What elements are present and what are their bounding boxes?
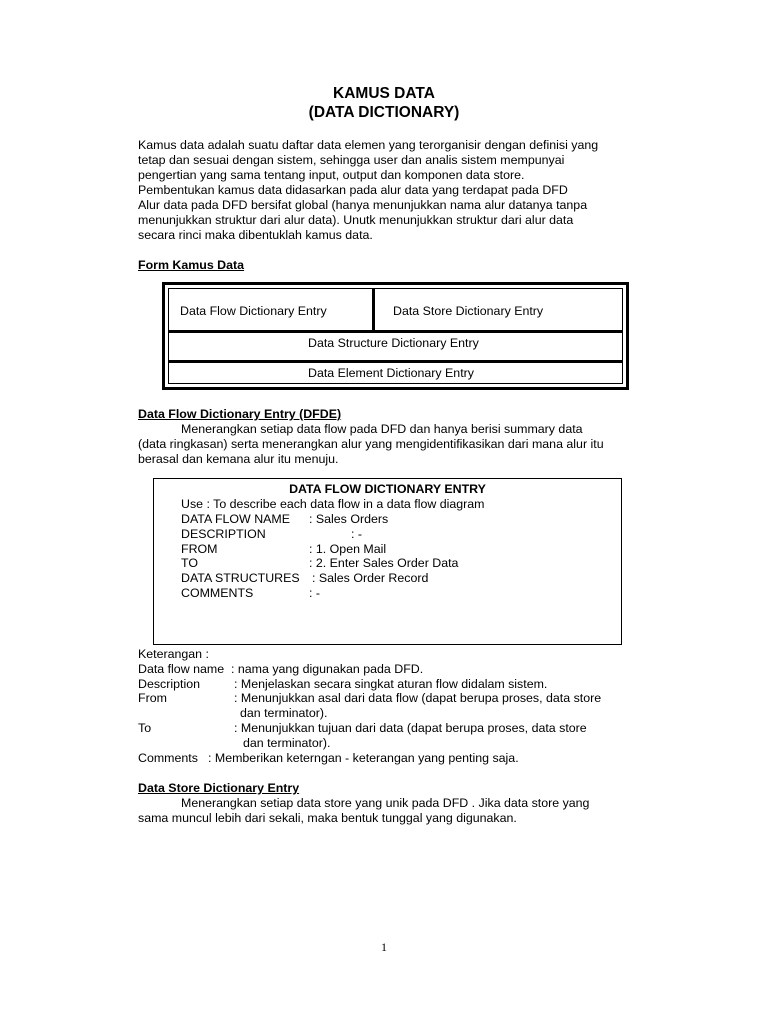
title-line-1: KAMUS DATA [333,85,435,102]
dfde-paragraph-line: (data ringkasan) serta menerangkan alur yang mengidentifikasikan dari mana alur itu [138,437,604,451]
form-table-row [169,333,622,363]
dfde-name-label: DATA FLOW NAME [181,512,290,526]
keterangan-def-continued: dan terminator). [243,736,331,750]
dfde-description-label: DESCRIPTION [181,527,266,541]
dsde-heading: Data Store Dictionary Entry [138,781,300,795]
intro-line: pengertian yang sama tentang input, output dan komponen data store. [138,168,525,182]
page-title [0,84,768,122]
dfde-name-value: : Sales Orders [309,512,389,526]
intro-line: Pembentukan kamus data didasarkan pada alur data yang terdapat pada DFD [138,183,568,197]
dfde-to-value: : 2. Enter Sales Order Data [309,556,459,570]
dfde-description-value: : - [351,527,363,541]
data-flow-entry-label: Data Flow Dictionary Entry [180,304,327,318]
intro-line: Kamus data adalah suatu daftar data elemen yang terorganisir dengan definisi yang [138,138,599,152]
dsde-paragraph-line: Menerangkan setiap data store yang unik pada DFD . Jika data store yang [181,796,590,810]
form-table-inner [168,288,623,384]
intro-paragraph [138,138,638,243]
dfde-box-title: DATA FLOW DICTIONARY ENTRY [289,482,486,496]
dfde-structures-value: : Sales Order Record [312,571,429,585]
dfde-structures-label: DATA STRUCTURES [181,571,300,585]
dfde-comments-label: COMMENTS [181,586,254,600]
keterangan-def: : Menjelaskan secara singkat aturan flow didalam sistem. [234,677,548,691]
title-line-2: (DATA DICTIONARY) [308,104,460,121]
dsde-paragraph-line: sama muncul lebih dari sekali, maka bentuk tunggal yang digunakan. [138,811,517,825]
intro-line: menunjukkan struktur dari alur data). Unutk menunjukkan struktur dari alur data [138,213,574,227]
page-number: 1 [381,940,387,954]
dfde-paragraph-line: berasal dan kemana alur itu menuju. [138,452,339,466]
data-element-entry-label: Data Element Dictionary Entry [308,366,474,380]
dfde-heading: Data Flow Dictionary Entry (DFDE) [138,407,342,421]
keterangan-label: Keterangan : [138,647,209,661]
data-structure-entry-label: Data Structure Dictionary Entry [308,336,479,350]
keterangan-term: Comments [138,751,198,765]
data-store-entry-label: Data Store Dictionary Entry [393,304,544,318]
keterangan-def: : nama yang digunakan pada DFD. [231,662,424,676]
form-table-row [169,363,622,387]
form-table-cell [375,289,622,330]
keterangan-term: Description [138,677,200,691]
dsde-section [138,781,638,826]
dfde-from-label: FROM [181,542,218,556]
intro-line: secara rinci maka dibentuklah kamus data. [138,228,373,242]
dfde-paragraph-line: Menerangkan setiap data flow pada DFD dan hanya berisi summary data [181,422,583,436]
form-kamus-data-heading: Form Kamus Data [138,258,245,272]
keterangan-def: : Menunjukkan tujuan dari data (dapat berupa proses, data store [234,721,587,735]
dfde-use-line: Use : To describe each data flow in a data flow diagram [181,497,485,511]
keterangan-def-continued: dan terminator). [240,706,328,720]
keterangan-term: From [138,691,167,705]
intro-line: Alur data pada DFD bersifat global (hanya menunjukkan nama alur datanya tanpa [138,198,588,212]
keterangan-def: : Menunjukkan asal dari data flow (dapat berupa proses, data store [234,691,602,705]
intro-line: tetap dan sesuai dengan sistem, sehingga user dan analis sistem mempunyai [138,153,565,167]
form-kamus-data-table [162,282,629,390]
keterangan-def: : Memberikan keterngan - keterangan yang penting saja. [208,751,519,765]
form-table-cell [169,289,375,330]
dfde-section [138,407,638,467]
dfde-to-label: TO [181,556,198,570]
dfde-box [153,478,622,645]
keterangan-term: Data flow name [138,662,225,676]
dfde-from-value: : 1. Open Mail [309,542,387,556]
dfde-comments-value: : - [309,586,321,600]
form-table-row [169,289,622,333]
keterangan-term: To [138,721,152,735]
